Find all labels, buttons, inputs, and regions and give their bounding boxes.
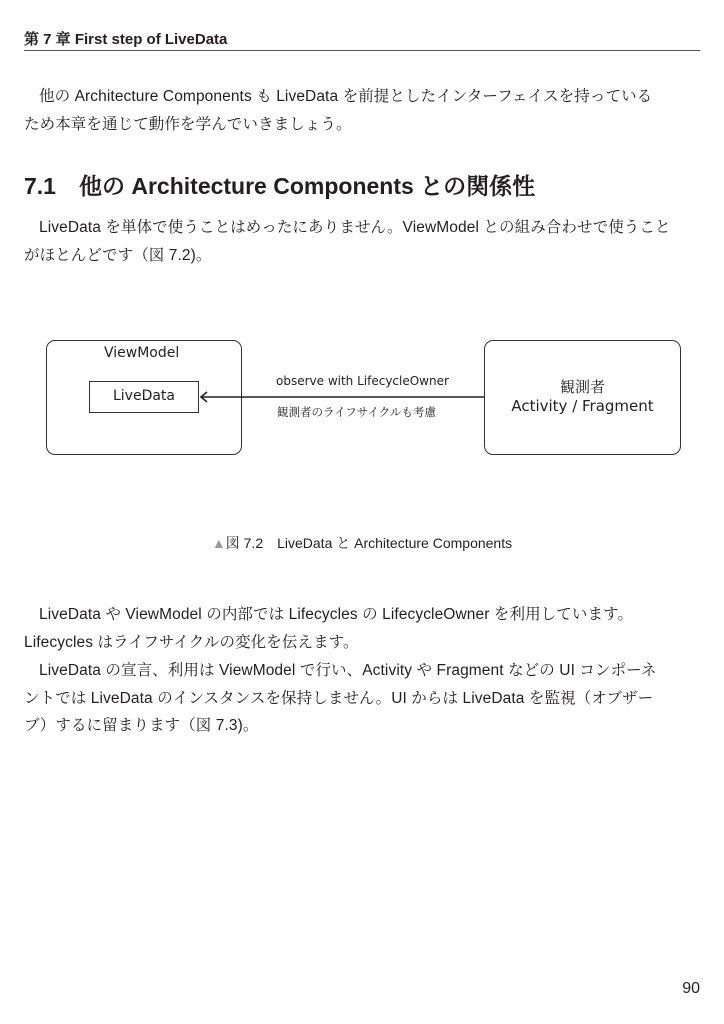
- body-line: LiveData や ViewModel の内部では Lifecycles の LifecycleOwner を利用しています。: [39, 606, 634, 623]
- observer-label: 観測者: [559, 378, 605, 396]
- running-header: 第 7 章 First step of LiveData: [24, 31, 228, 48]
- intro-line: 他の Architecture Components も LiveData を前提としたインターフェイスを持っている: [39, 88, 653, 105]
- body-line: LiveData の宣言、利用は ViewModel で行い、Activity や Fragment などの UI コンポーネ: [39, 662, 657, 679]
- livedata-label: LiveData: [112, 388, 175, 404]
- body-line: ブ）するに留まります（図 7.3)。: [24, 717, 259, 734]
- observer-sublabel: Activity / Fragment: [511, 397, 654, 415]
- viewmodel-label: ViewModel: [104, 345, 180, 361]
- observe-arrow: [198, 390, 488, 404]
- intro-line: ため本章を通じて動作を学んでいきましょう。: [24, 116, 352, 133]
- header-rule: [24, 50, 700, 51]
- body-line: ントでは LiveData のインスタンスを保持しません。UI からは LiveData を監視（オブザー: [24, 690, 654, 707]
- caption-text: 図 7.2 LiveData と Architecture Components: [225, 535, 513, 551]
- caption-triangle-icon: ▲: [211, 535, 226, 551]
- section-heading: 7.1 他の Architecture Components との関係性: [24, 173, 536, 199]
- arrow-label-top: observe with LifecycleOwner: [276, 374, 449, 388]
- arrow-label-bottom: 観測者のライフサイクルも考慮: [277, 405, 436, 419]
- body-line: Lifecycles はライフサイクルの変化を伝えます。: [24, 634, 359, 651]
- figure-caption: [0, 533, 724, 553]
- section-line: LiveData を単体で使うことはめったにありません。ViewModel との組み合わせで使うこと: [39, 219, 671, 236]
- section-line: がほとんどです（図 7.2)。: [24, 247, 212, 264]
- page-number: 90: [682, 980, 700, 997]
